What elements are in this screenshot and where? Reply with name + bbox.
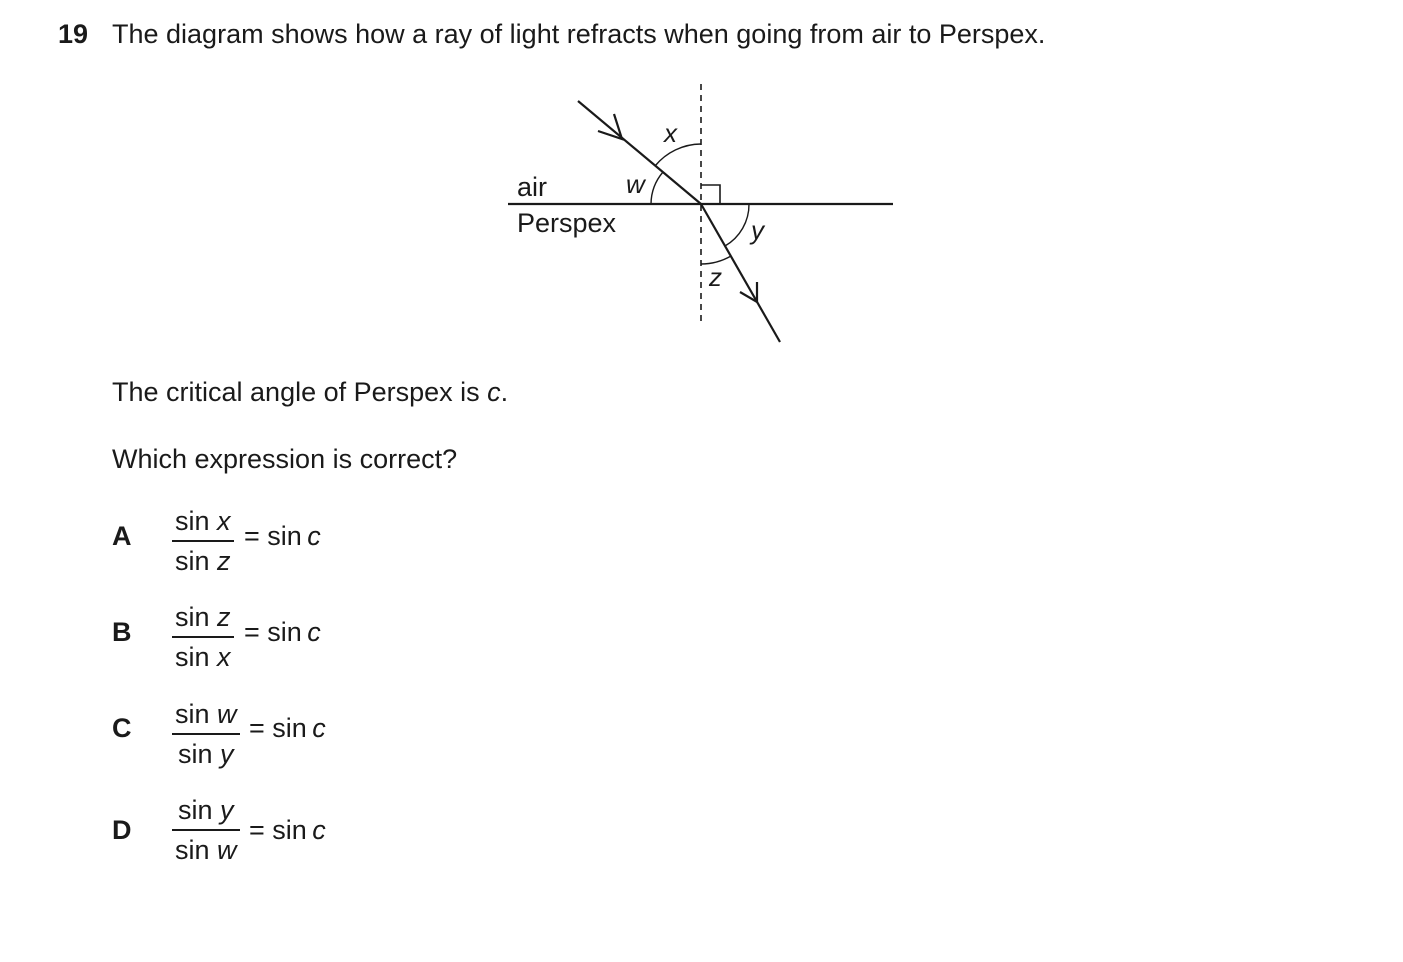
refraction-diagram — [0, 0, 1403, 380]
option-a-letter: A — [112, 521, 132, 551]
option-b-rhs: = sin c — [244, 617, 321, 647]
critical-angle-symbol: c — [487, 377, 501, 407]
angle-label-z: z — [709, 262, 722, 292]
critical-angle-statement: The critical angle of Perspex is c. — [112, 377, 509, 407]
right-angle-marker — [701, 185, 720, 204]
angle-arc-x — [655, 144, 701, 166]
angle-arc-y — [725, 204, 749, 246]
medium-label-perspex: Perspex — [517, 208, 617, 238]
option-c-rhs: = sin c — [249, 713, 326, 743]
question-number: 19 — [58, 19, 89, 49]
option-d-rhs: = sin c — [249, 815, 326, 845]
option-c-fraction: $\frac{\text{sin w}}{\text{sin y}}$ — [172, 697, 240, 771]
option-a-fraction: $\frac{\text{sin x}}{\text{sin z}}$ — [172, 504, 234, 578]
option-a-rhs: = sin c — [244, 521, 321, 551]
angle-label-w: w — [626, 169, 645, 199]
option-b-fraction: $\frac{\text{sin z}}{\text{sin x}}$ — [172, 600, 234, 674]
angle-label-x: x — [664, 118, 677, 148]
angle-arc-w — [651, 172, 663, 204]
option-d-letter: D — [112, 815, 132, 845]
angle-label-y: y — [751, 215, 764, 245]
option-d-fraction: $\frac{\text{sin y}}{\text{sin w}}$ — [172, 793, 240, 867]
option-b-letter: B — [112, 617, 132, 647]
option-c-letter: C — [112, 713, 132, 743]
medium-label-air: air — [517, 172, 548, 202]
question-prompt: Which expression is correct? — [112, 444, 458, 474]
question-stem: The diagram shows how a ray of light refracts when going from air to Perspex. — [112, 19, 1046, 49]
